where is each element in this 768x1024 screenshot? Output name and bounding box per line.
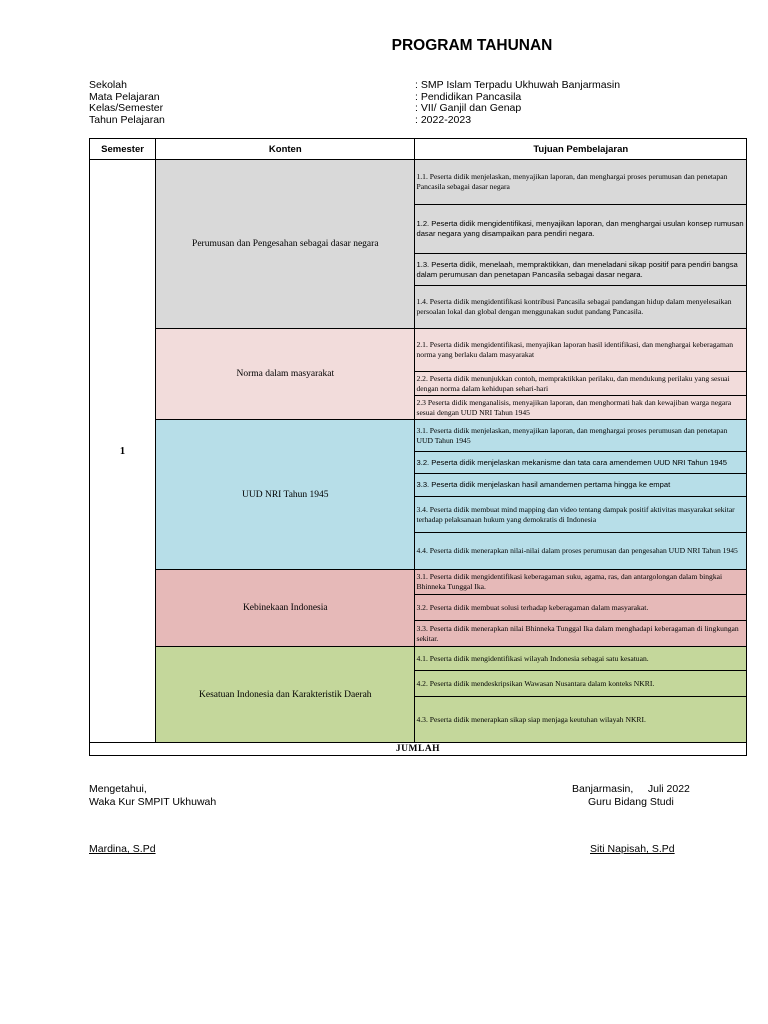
info-label: Mata Pelajaran — [89, 90, 160, 103]
konten-cell: UUD NRI Tahun 1945 — [156, 420, 415, 570]
info-label: Sekolah — [89, 79, 127, 91]
tujuan-cell: 1.3. Peserta didik, menelaah, mempraktikkan, dan meneladani sikap positif para pendiri bangsa dalam perumusan dan penetapan Pancasila sebagai dasar negara. — [415, 254, 747, 286]
jumlah-label: JUMLAH — [90, 743, 747, 756]
info-value: : VII/ Ganjil dan Genap — [415, 102, 522, 115]
tujuan-cell: 3.3. Peserta didik menjelaskan hasil amandemen pertama hingga ke empat — [415, 474, 747, 497]
table-row — [90, 329, 747, 372]
jumlah-row — [90, 743, 747, 756]
tujuan-cell: 1.1. Peserta didik menjelaskan, menyajikan laporan, dan menghargai proses perumusan dan penetapan Pancasila sebagai dasar negara — [415, 160, 747, 205]
konten-cell: Perumusan dan Pengesahan sebagai dasar negara — [156, 160, 415, 329]
tujuan-cell: 3.1. Peserta didik mengidentifikasi keberagaman suku, agama, ras, dan antargolongan dalam bingkai Bhinneka Tunggal Ika. — [415, 570, 747, 595]
tujuan-cell: 3.3. Peserta didik menerapkan nilai Bhinneka Tunggal Ika dalam menghadapi keberagaman di lingkungan sekitar. — [415, 621, 747, 647]
tujuan-cell: 2.1. Peserta didik mengidentifikasi, menyajikan laporan hasil identifikasi, dan menghargai keberagaman norma yang berlaku dalam masyarakat — [415, 329, 747, 372]
info-value: : SMP Islam Terpadu Ukhuwah Banjarmasin — [415, 79, 621, 91]
tujuan-cell: 4.3. Peserta didik menerapkan sikap siap menjaga keutuhan wilayah NKRI. — [415, 697, 747, 743]
header-semester: Semester — [90, 139, 156, 160]
table-row — [90, 420, 747, 452]
table-row — [90, 647, 747, 671]
sig-right-line1: Banjarmasin, Juli 2022 — [572, 783, 690, 795]
table-header-row — [90, 139, 747, 160]
tujuan-cell: 2.2. Peserta didik menunjukkan contoh, mempraktikkan perilaku, dan mendukung perilaku yang sesuai dengan norma dalam kehidupan sehari-hari — [415, 372, 747, 396]
tujuan-cell: 4.2. Peserta didik mendeskripsikan Wawasan Nusantara dalam konteks NKRI. — [415, 671, 747, 697]
sig-right-line2: Guru Bidang Studi — [588, 796, 674, 808]
tujuan-cell: 1.2. Peserta didik mengidentifikasi, menyajikan laporan, dan menghargai usulan konsep rumusan dasar negara yang disampaikan para pendiri negara. — [415, 205, 747, 254]
table-row — [90, 570, 747, 595]
header-konten: Konten — [156, 139, 415, 160]
tujuan-cell: 3.4. Peserta didik membuat mind mapping dan video tentang dampak positif aktivitas masyarakat sekitar terhadap pelaksanaan hukum yang demokratis di Indonesia — [415, 497, 747, 533]
tujuan-cell: 3.2. Peserta didik membuat solusi terhadap keberagaman dalam masyarakat. — [415, 595, 747, 621]
sig-left-line2: Waka Kur SMPIT Ukhuwah — [89, 796, 217, 808]
header-tujuan: Tujuan Pembelajaran — [415, 139, 747, 160]
info-value: : Pendidikan Pancasila — [415, 90, 522, 103]
info-label: Tahun Pelajaran — [89, 114, 165, 127]
info-value: : 2022-2023 — [415, 114, 472, 127]
konten-cell: Kebinekaan Indonesia — [156, 570, 415, 647]
konten-cell: Kesatuan Indonesia dan Karakteristik Daerah — [156, 647, 415, 743]
document-title: PROGRAM TAHUNAN — [391, 37, 553, 54]
tujuan-cell: 3.1. Peserta didik menjelaskan, menyajikan laporan, dan menghargai proses perumusan dan penetapan UUD Tahun 1945 — [415, 420, 747, 452]
tujuan-cell: 3.2. Peserta didik menjelaskan mekanisme dan tata cara amendemen UUD NRI Tahun 1945 — [415, 452, 747, 474]
info-label: Kelas/Semester — [89, 102, 164, 115]
tujuan-cell: 1.4. Peserta didik mengidentifikasi kontribusi Pancasila sebagai pandangan hidup dalam menyelesaikan persoalan lokal dan global dengan menggunakan sudut pandang Pancasila. — [415, 286, 747, 329]
sig-left-name: Mardina, S.Pd — [89, 843, 156, 855]
tujuan-cell: 4.1. Peserta didik mengidentifikasi wilayah Indonesia sebagai satu kesatuan. — [415, 647, 747, 671]
tujuan-cell: 4.4. Peserta didik menerapkan nilai-nilai dalam proses perumusan dan pengesahan UUD NRI Tahun 1945 — [415, 533, 747, 570]
program-table — [89, 138, 747, 756]
semester-cell: 1 — [90, 160, 156, 743]
konten-cell: Norma dalam masyarakat — [156, 329, 415, 420]
sig-left-line1: Mengetahui, — [89, 783, 147, 795]
sig-right-name: Siti Napisah, S.Pd — [590, 843, 675, 855]
table-row — [90, 160, 747, 205]
tujuan-cell: 2.3 Peserta didik menganalisis, menyajikan laporan, dan menghormati hak dan kewajiban warga negara sesuai dengan UUD NRI Tahun 1945 — [415, 396, 747, 420]
